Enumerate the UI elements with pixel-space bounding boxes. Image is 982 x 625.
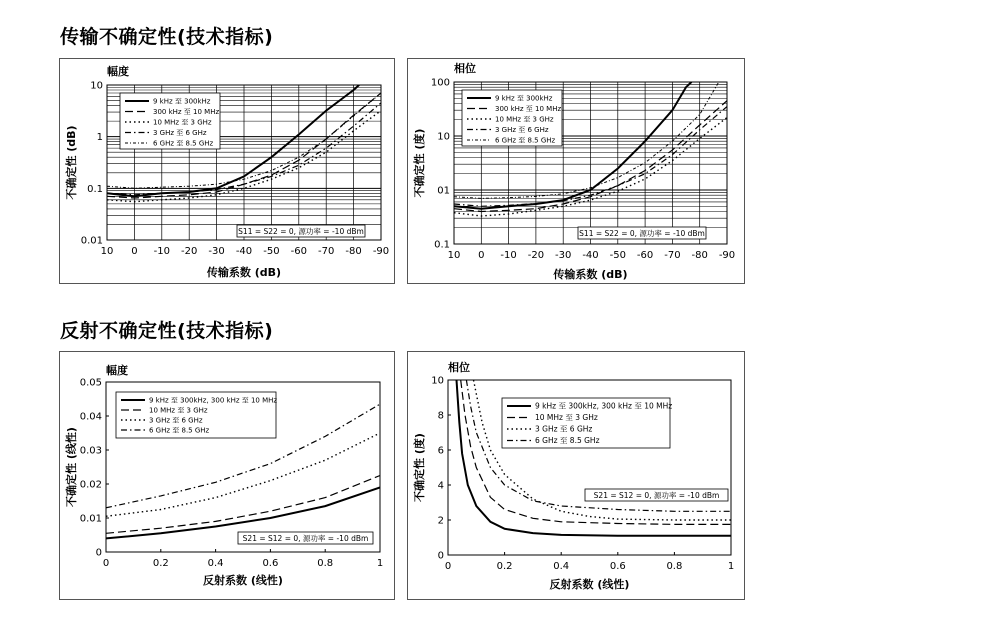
x-tick-label: 0	[102, 558, 110, 569]
y-tick-label: 100	[430, 77, 450, 89]
y-tick-label: 4	[437, 480, 444, 492]
series-line	[106, 433, 380, 516]
legend-label: 6 GHz 至 8.5 GHz	[149, 426, 210, 435]
annotation-text: S21 = S12 = 0, 源功率 = -10 dBm	[242, 534, 369, 543]
x-tick-label: -40	[235, 246, 253, 257]
section-heading-reflection: 反射不确定性(技术指标)	[60, 320, 274, 342]
x-axis-label: 反射系数 (线性)	[203, 574, 283, 587]
x-tick-label: 0.4	[553, 561, 570, 572]
legend-label: 300 kHz 至 10 MHz	[495, 105, 562, 113]
x-tick-label: 0.6	[262, 558, 279, 569]
chart-title: 相位	[448, 361, 470, 374]
chart-panel-transmission-phase	[407, 58, 745, 284]
y-axis-label: 不确定性 (线性)	[65, 427, 78, 507]
x-tick-label: -40	[582, 250, 599, 261]
y-tick-label: 0.02	[79, 479, 102, 491]
transmission-magnitude-chart	[60, 59, 394, 283]
reflection-phase-chart	[408, 352, 744, 599]
x-tick-label: 1	[727, 561, 735, 572]
legend-label: 9 kHz 至 300kHz	[153, 97, 211, 106]
x-tick-label: 0.8	[666, 561, 683, 572]
y-axis-label: 不确定性 (dB)	[65, 125, 78, 200]
x-tick-label: 1	[376, 558, 384, 569]
chart-panel-reflection-phase	[407, 351, 745, 600]
x-tick-label: 0.6	[609, 561, 626, 572]
y-tick-label: 0.03	[79, 445, 102, 457]
x-tick-label: -90	[372, 246, 390, 257]
legend-label: 10 MHz 至 3 GHz	[495, 115, 554, 124]
x-tick-label: -80	[345, 246, 362, 257]
x-tick-label: 0.4	[207, 558, 224, 569]
x-tick-label: 0.2	[152, 558, 169, 569]
legend-label: 6 GHz 至 8.5 GHz	[495, 136, 556, 145]
y-tick-label: 0.01	[80, 235, 103, 247]
x-tick-label: -90	[718, 250, 736, 261]
y-tick-label: 0.01	[79, 513, 102, 525]
annotation-text: S11 = S22 = 0, 源功率 = -10 dBm	[579, 229, 705, 238]
legend-label: 3 GHz 至 6 GHz	[153, 129, 207, 137]
y-tick-label: 0	[437, 550, 444, 562]
x-tick-label: -70	[664, 250, 681, 261]
chart-panel-transmission-magnitude	[59, 58, 395, 284]
x-tick-label: -10	[500, 250, 517, 261]
x-tick-label: 10	[447, 250, 461, 261]
x-tick-label: 10	[100, 246, 114, 257]
chart-group	[412, 360, 734, 591]
legend-label: 300 kHz 至 10 MHz	[153, 108, 220, 116]
y-tick-label: 10	[90, 80, 103, 92]
legend-label: 10 MHz 至 3 GHz	[149, 406, 208, 415]
chart-title: 相位	[454, 62, 476, 75]
chart-title: 幅度	[106, 364, 128, 377]
y-tick-label: 0.1	[434, 239, 450, 251]
x-tick-label: 0.2	[496, 561, 513, 572]
x-tick-label: 0.8	[317, 558, 334, 569]
chart-panel-reflection-magnitude	[59, 351, 395, 600]
x-tick-label: -60	[290, 246, 307, 257]
x-axis-label: 反射系数 (线性)	[549, 578, 630, 591]
x-tick-label: -20	[527, 250, 545, 261]
legend-label: 10 MHz 至 3 GHz	[535, 413, 598, 422]
series-line	[106, 487, 380, 538]
y-tick-label: 10	[437, 131, 450, 143]
chart-title: 幅度	[107, 65, 129, 78]
legend-label: 6 GHz 至 8.5 GHz	[535, 436, 600, 445]
annotation-text: S21 = S12 = 0, 源功率 = -10 dBm	[593, 491, 720, 500]
legend-label: 3 GHz 至 6 GHz	[495, 126, 549, 134]
x-tick-label: -50	[609, 250, 626, 261]
transmission-phase-chart	[408, 59, 744, 283]
reflection-magnitude-chart	[60, 352, 394, 599]
x-tick-label: -70	[318, 246, 335, 257]
legend-label: 9 kHz 至 300kHz, 300 kHz 至 10 MHz	[149, 396, 278, 405]
x-tick-label: -10	[153, 246, 170, 257]
x-tick-label: 0	[444, 561, 452, 572]
legend-label: 3 GHz 至 6 GHz	[535, 424, 593, 434]
y-tick-label: 0.04	[79, 411, 102, 423]
series-line	[106, 476, 380, 534]
y-tick-label: 6	[437, 445, 444, 457]
x-tick-label: -30	[208, 246, 225, 257]
chart-group	[64, 64, 389, 279]
x-axis-label: 传输系数 (dB)	[206, 266, 282, 279]
y-axis-label: 不确定性 (度)	[413, 433, 426, 502]
y-tick-label: 0.1	[87, 183, 103, 195]
chart-group	[64, 363, 383, 587]
x-tick-label: -80	[691, 250, 708, 261]
legend-label: 9 kHz 至 300kHz	[495, 94, 553, 103]
y-tick-label: 8	[437, 410, 444, 422]
legend-label: 9 kHz 至 300kHz, 300 kHz 至 10 MHz	[535, 401, 673, 411]
x-tick-label: 0	[478, 250, 485, 261]
section-heading-transmission: 传输不确定性(技术指标)	[60, 26, 274, 48]
x-tick-label: -30	[555, 250, 572, 261]
y-tick-label: 10	[431, 375, 444, 387]
legend-label: 3 GHz 至 6 GHz	[149, 416, 203, 425]
chart-group	[412, 61, 735, 281]
annotation-text: S11 = S22 = 0, 源功率 = -10 dBm	[238, 227, 364, 236]
x-tick-label: -50	[263, 246, 280, 257]
y-tick-label: 0.05	[79, 377, 102, 389]
x-tick-label: -20	[181, 246, 198, 257]
y-tick-label: 01	[437, 185, 450, 197]
y-tick-label: 2	[437, 515, 444, 527]
x-tick-label: 0	[131, 246, 138, 257]
y-tick-label: 1	[96, 132, 103, 144]
x-axis-label: 传输系数 (dB)	[553, 268, 628, 281]
y-tick-label: 0	[95, 547, 102, 559]
x-tick-label: -60	[636, 250, 654, 261]
legend-label: 10 MHz 至 3 GHz	[153, 118, 212, 127]
legend-label: 6 GHz 至 8.5 GHz	[153, 139, 214, 148]
y-axis-label: 不确定性 (度)	[413, 128, 426, 198]
